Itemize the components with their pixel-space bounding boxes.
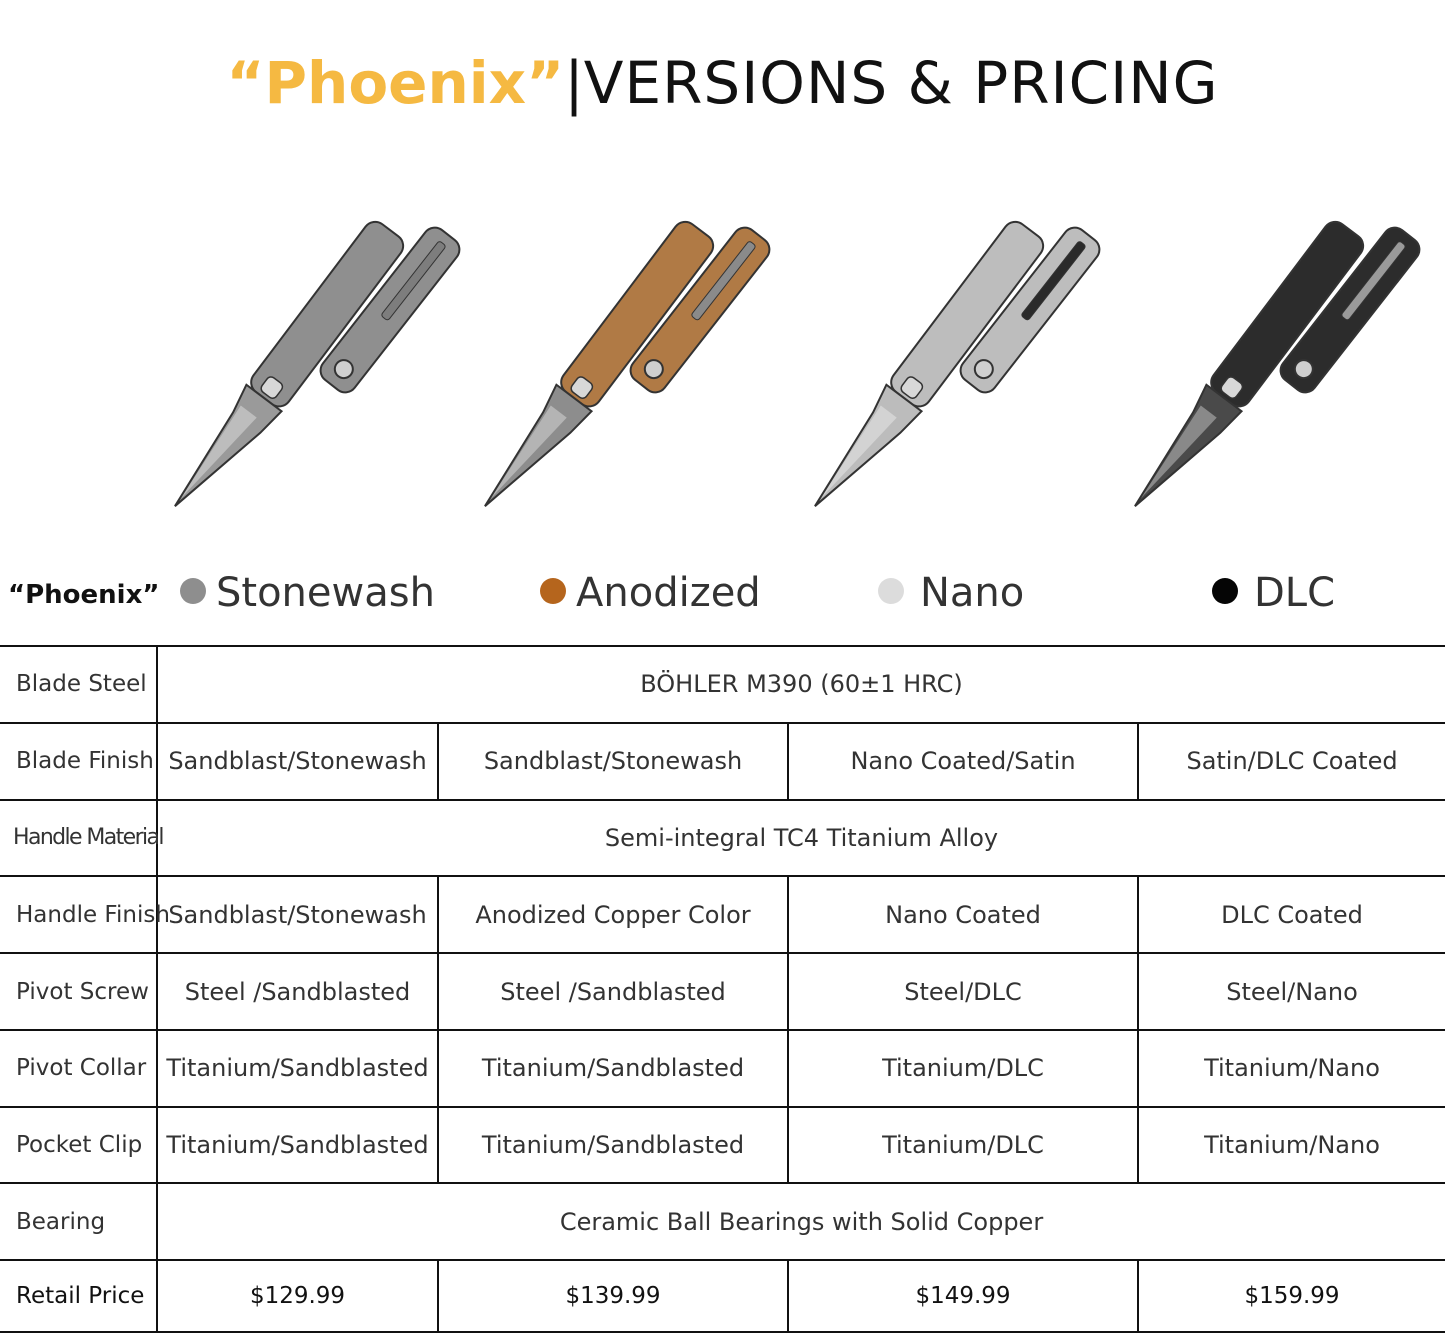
price-cell: $149.99 xyxy=(788,1260,1138,1332)
knife-anodized-image xyxy=(465,195,785,540)
table-row-blade-finish xyxy=(0,723,1445,800)
price-cell: $129.99 xyxy=(157,1260,438,1332)
table-cell: Steel/DLC xyxy=(788,953,1138,1030)
blade-highlight xyxy=(815,406,897,506)
table-cell: Steel /Sandblasted xyxy=(438,953,788,1030)
row-label: Blade Steel xyxy=(0,646,157,723)
color-dot-icon xyxy=(180,578,206,604)
table-row-handle-finish xyxy=(0,876,1445,953)
table-cell: Sandblast/Stonewash xyxy=(438,723,788,800)
table-cell: Ceramic Ball Bearings with Solid Copper xyxy=(157,1183,1445,1260)
version-legend xyxy=(0,568,1445,628)
table-cell: Titanium/Sandblasted xyxy=(438,1030,788,1107)
table-cell: BÖHLER M390 (60±1 HRC) xyxy=(157,646,1445,723)
row-label: Bearing xyxy=(0,1183,157,1260)
row-label: Pivot Collar xyxy=(0,1030,157,1107)
table-cell: Titanium/Sandblasted xyxy=(438,1107,788,1184)
open-knife-icon xyxy=(802,217,1048,523)
legend-item-stonewash xyxy=(180,570,435,616)
legend-label: DLC xyxy=(1254,570,1336,616)
brand-name: “Phoenix” xyxy=(226,49,565,117)
open-knife-icon xyxy=(472,217,718,523)
table-cell: Nano Coated/Satin xyxy=(788,723,1138,800)
knife-gallery xyxy=(0,195,1445,540)
legend-item-dlc xyxy=(1212,570,1335,616)
table-cell: Sandblast/Stonewash xyxy=(157,723,438,800)
color-dot-icon xyxy=(1212,578,1238,604)
table-cell: Steel/Nano xyxy=(1138,953,1445,1030)
price-cell: $139.99 xyxy=(438,1260,788,1332)
knife-nano-image xyxy=(795,195,1115,540)
legend-label: Stonewash xyxy=(216,570,435,616)
legend-label: Anodized xyxy=(576,570,761,616)
title-separator: | xyxy=(564,49,584,117)
page-title xyxy=(0,48,1445,118)
row-label: Pivot Screw xyxy=(0,953,157,1030)
table-row-handle-material xyxy=(0,800,1445,877)
row-label: Retail Price xyxy=(0,1260,157,1332)
row-label: Pocket Clip xyxy=(0,1107,157,1184)
row-label: Blade Finish xyxy=(0,723,157,800)
table-row-pivot-screw xyxy=(0,953,1445,1030)
open-knife-icon xyxy=(1122,217,1368,523)
table-cell: Semi-integral TC4 Titanium Alloy xyxy=(157,800,1445,877)
table-cell: DLC Coated xyxy=(1138,876,1445,953)
table-row-bearing xyxy=(0,1183,1445,1260)
table-cell: Satin/DLC Coated xyxy=(1138,723,1445,800)
table-cell: Titanium/Sandblasted xyxy=(157,1107,438,1184)
price-cell: $159.99 xyxy=(1138,1260,1445,1332)
color-dot-icon xyxy=(540,578,566,604)
legend-label: Nano xyxy=(920,570,1025,616)
blade-highlight xyxy=(175,406,257,506)
row-label: Handle Finish xyxy=(0,876,157,953)
legend-item-nano xyxy=(878,570,1024,616)
table-cell: Sandblast/Stonewash xyxy=(157,876,438,953)
table-cell: Titanium/Sandblasted xyxy=(157,1030,438,1107)
color-dot-icon xyxy=(878,578,904,604)
table-cell: Titanium/DLC xyxy=(788,1030,1138,1107)
table-cell: Anodized Copper Color xyxy=(438,876,788,953)
legend-item-anodized xyxy=(540,570,761,616)
table-cell: Steel /Sandblasted xyxy=(157,953,438,1030)
legend-model-name: “Phoenix” xyxy=(8,580,160,610)
title-text: VERSIONS & PRICING xyxy=(583,49,1219,117)
table-row-pocket-clip xyxy=(0,1107,1445,1184)
table-row-pivot-collar xyxy=(0,1030,1445,1107)
blade-highlight xyxy=(1135,406,1217,506)
knife-dlc-image xyxy=(1115,195,1435,540)
knife-stonewash-image xyxy=(155,195,475,540)
table-cell: Titanium/Nano xyxy=(1138,1030,1445,1107)
row-label: Handle Material xyxy=(0,800,157,877)
open-knife-icon xyxy=(162,217,408,523)
table-cell: Titanium/Nano xyxy=(1138,1107,1445,1184)
blade-highlight xyxy=(485,406,567,506)
table-row-blade-steel xyxy=(0,646,1445,723)
table-cell: Nano Coated xyxy=(788,876,1138,953)
spec-table xyxy=(0,645,1445,1333)
table-row-retail-price xyxy=(0,1260,1445,1332)
table-cell: Titanium/DLC xyxy=(788,1107,1138,1184)
